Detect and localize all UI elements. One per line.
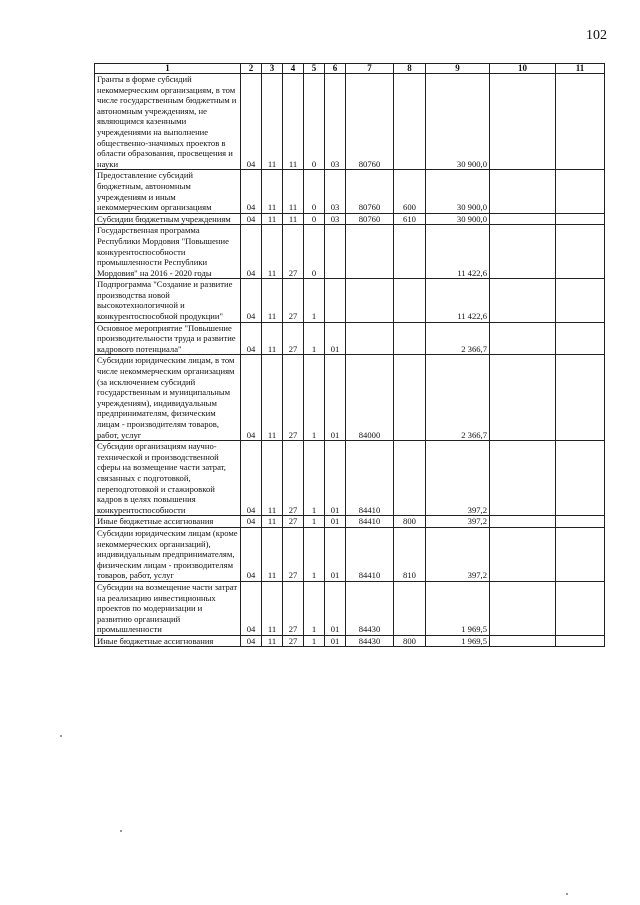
cell-event xyxy=(325,279,346,322)
cell-col10 xyxy=(490,322,556,355)
cell-program: 0 xyxy=(304,213,325,225)
cell-col10 xyxy=(490,279,556,322)
cell-program: 1 xyxy=(304,322,325,355)
table-row xyxy=(95,635,605,647)
cell-direction: 84000 xyxy=(346,355,394,441)
row-name: Гранты в форме субсидий некоммерческим организациям, в том числе государственным бюджетным и автономным учреждениям, не являющимся казенными учреждениями на выполнение общественно-значимых проектов в области образования, просвещения и науки xyxy=(95,74,241,170)
cell-col11 xyxy=(556,322,605,355)
cell-expense-type: 800 xyxy=(394,516,426,528)
cell-section: 11 xyxy=(262,441,283,516)
row-name: Иные бюджетные ассигнования xyxy=(95,516,241,528)
cell-expense-type xyxy=(394,322,426,355)
cell-amount: 397,2 xyxy=(426,516,490,528)
cell-col11 xyxy=(556,527,605,581)
cell-program: 1 xyxy=(304,355,325,441)
column-header: 1 xyxy=(95,64,241,74)
cell-subsection: 27 xyxy=(283,527,304,581)
row-name: Субсидии юридическим лицам, в том числе некоммерческим организациям (за исключением субсидий государственным и муниципальным учреждениям), индивидуальным предпринимателям, физическим лицам - производителям товаров, работ, услуг xyxy=(95,355,241,441)
scan-speck xyxy=(566,893,568,895)
cell-expense-type xyxy=(394,225,426,279)
cell-col11 xyxy=(556,581,605,635)
table-row xyxy=(95,279,605,322)
cell-direction: 84410 xyxy=(346,516,394,528)
cell-amount: 30 900,0 xyxy=(426,170,490,213)
cell-col10 xyxy=(490,170,556,213)
cell-col11 xyxy=(556,170,605,213)
cell-ministry: 04 xyxy=(241,170,262,213)
cell-direction: 84410 xyxy=(346,527,394,581)
cell-ministry: 04 xyxy=(241,279,262,322)
column-header: 8 xyxy=(394,64,426,74)
cell-subsection: 11 xyxy=(283,74,304,170)
cell-amount: 1 969,5 xyxy=(426,581,490,635)
row-name: Основное мероприятие "Повышение производительности труда и развитие кадрового потенциала" xyxy=(95,322,241,355)
cell-section: 11 xyxy=(262,74,283,170)
cell-section: 11 xyxy=(262,581,283,635)
cell-event: 03 xyxy=(325,74,346,170)
cell-expense-type xyxy=(394,441,426,516)
cell-event: 03 xyxy=(325,170,346,213)
cell-expense-type xyxy=(394,355,426,441)
cell-program: 1 xyxy=(304,441,325,516)
cell-direction: 80760 xyxy=(346,74,394,170)
cell-section: 11 xyxy=(262,213,283,225)
cell-section: 11 xyxy=(262,322,283,355)
row-name: Предоставление субсидий бюджетным, автономным учреждениям и иным некоммерческим организациям xyxy=(95,170,241,213)
cell-ministry: 04 xyxy=(241,516,262,528)
cell-col10 xyxy=(490,213,556,225)
cell-amount: 397,2 xyxy=(426,527,490,581)
cell-amount: 30 900,0 xyxy=(426,74,490,170)
cell-col10 xyxy=(490,74,556,170)
table-row xyxy=(95,581,605,635)
table-row xyxy=(95,225,605,279)
cell-event: 01 xyxy=(325,322,346,355)
cell-program: 1 xyxy=(304,279,325,322)
cell-subsection: 27 xyxy=(283,516,304,528)
page-number: 102 xyxy=(586,28,607,43)
cell-subsection: 27 xyxy=(283,322,304,355)
cell-program: 1 xyxy=(304,527,325,581)
row-name: Субсидии бюджетным учреждениям xyxy=(95,213,241,225)
cell-ministry: 04 xyxy=(241,355,262,441)
cell-amount: 2 366,7 xyxy=(426,322,490,355)
cell-expense-type xyxy=(394,581,426,635)
cell-subsection: 27 xyxy=(283,225,304,279)
column-header: 7 xyxy=(346,64,394,74)
row-name: Субсидии на возмещение части затрат на реализацию инвестиционных проектов по модернизации и развитию организаций промышленности xyxy=(95,581,241,635)
cell-ministry: 04 xyxy=(241,225,262,279)
cell-event: 01 xyxy=(325,516,346,528)
cell-ministry: 04 xyxy=(241,635,262,647)
cell-ministry: 04 xyxy=(241,213,262,225)
column-header: 5 xyxy=(304,64,325,74)
cell-subsection: 11 xyxy=(283,213,304,225)
cell-amount: 2 366,7 xyxy=(426,355,490,441)
cell-amount: 30 900,0 xyxy=(426,213,490,225)
column-header: 3 xyxy=(262,64,283,74)
table-row xyxy=(95,170,605,213)
column-header: 11 xyxy=(556,64,605,74)
cell-event xyxy=(325,225,346,279)
cell-direction: 80760 xyxy=(346,170,394,213)
cell-col10 xyxy=(490,355,556,441)
cell-col11 xyxy=(556,74,605,170)
cell-direction xyxy=(346,322,394,355)
table-row xyxy=(95,213,605,225)
cell-expense-type: 600 xyxy=(394,170,426,213)
cell-amount: 397,2 xyxy=(426,441,490,516)
cell-subsection: 27 xyxy=(283,279,304,322)
cell-col10 xyxy=(490,527,556,581)
cell-ministry: 04 xyxy=(241,527,262,581)
cell-expense-type: 610 xyxy=(394,213,426,225)
header-row xyxy=(95,64,605,74)
row-name: Государственная программа Республики Мордовия "Повышение конкурентоспособности промышленности Республики Мордовия" на 2016 - 2020 годы xyxy=(95,225,241,279)
cell-col11 xyxy=(556,213,605,225)
column-header: 4 xyxy=(283,64,304,74)
cell-expense-type: 800 xyxy=(394,635,426,647)
cell-section: 11 xyxy=(262,279,283,322)
cell-subsection: 27 xyxy=(283,581,304,635)
cell-col10 xyxy=(490,581,556,635)
cell-col11 xyxy=(556,279,605,322)
cell-event: 03 xyxy=(325,213,346,225)
cell-direction: 84410 xyxy=(346,441,394,516)
row-name: Субсидии юридическим лицам (кроме некоммерческих организаций), индивидуальным предпринимателям, физическим лицам - производителям товаров, работ, услуг xyxy=(95,527,241,581)
cell-section: 11 xyxy=(262,355,283,441)
cell-col10 xyxy=(490,635,556,647)
cell-col11 xyxy=(556,225,605,279)
cell-col11 xyxy=(556,441,605,516)
cell-section: 11 xyxy=(262,225,283,279)
cell-subsection: 11 xyxy=(283,170,304,213)
cell-event: 01 xyxy=(325,581,346,635)
cell-section: 11 xyxy=(262,527,283,581)
row-name: Иные бюджетные ассигнования xyxy=(95,635,241,647)
cell-section: 11 xyxy=(262,170,283,213)
cell-program: 1 xyxy=(304,635,325,647)
table-row xyxy=(95,322,605,355)
cell-direction: 80760 xyxy=(346,213,394,225)
column-header: 10 xyxy=(490,64,556,74)
cell-program: 1 xyxy=(304,516,325,528)
cell-expense-type xyxy=(394,279,426,322)
row-name: Подпрограмма "Создание и развитие производства новой высокотехнологичной и конкурентоспособной продукции" xyxy=(95,279,241,322)
row-name: Субсидии организациям научно-технической и производственной сферы на возмещение части затрат, связанных с подготовкой, переподготовкой и стажировкой кадров в целях повышения конкурентоспособности xyxy=(95,441,241,516)
cell-subsection: 27 xyxy=(283,635,304,647)
cell-col10 xyxy=(490,516,556,528)
scan-speck xyxy=(120,830,122,832)
cell-ministry: 04 xyxy=(241,581,262,635)
cell-amount: 11 422,6 xyxy=(426,279,490,322)
column-header: 2 xyxy=(241,64,262,74)
table-row xyxy=(95,441,605,516)
cell-direction: 84430 xyxy=(346,581,394,635)
column-header: 6 xyxy=(325,64,346,74)
cell-amount: 1 969,5 xyxy=(426,635,490,647)
table-row xyxy=(95,527,605,581)
cell-direction xyxy=(346,225,394,279)
cell-col10 xyxy=(490,441,556,516)
cell-section: 11 xyxy=(262,516,283,528)
cell-program: 0 xyxy=(304,74,325,170)
cell-col11 xyxy=(556,635,605,647)
table-row xyxy=(95,74,605,170)
cell-direction: 84430 xyxy=(346,635,394,647)
cell-event: 01 xyxy=(325,527,346,581)
cell-expense-type: 810 xyxy=(394,527,426,581)
cell-event: 01 xyxy=(325,635,346,647)
cell-col11 xyxy=(556,516,605,528)
column-header: 9 xyxy=(426,64,490,74)
cell-section: 11 xyxy=(262,635,283,647)
cell-ministry: 04 xyxy=(241,74,262,170)
cell-program: 0 xyxy=(304,225,325,279)
cell-col10 xyxy=(490,225,556,279)
table-row xyxy=(95,355,605,441)
cell-subsection: 27 xyxy=(283,441,304,516)
scan-speck xyxy=(60,735,62,737)
budget-table xyxy=(94,63,605,647)
cell-amount: 11 422,6 xyxy=(426,225,490,279)
cell-event: 01 xyxy=(325,355,346,441)
cell-ministry: 04 xyxy=(241,441,262,516)
cell-col11 xyxy=(556,355,605,441)
cell-direction xyxy=(346,279,394,322)
cell-program: 1 xyxy=(304,581,325,635)
cell-event: 01 xyxy=(325,441,346,516)
table-row xyxy=(95,516,605,528)
cell-ministry: 04 xyxy=(241,322,262,355)
cell-expense-type xyxy=(394,74,426,170)
cell-subsection: 27 xyxy=(283,355,304,441)
cell-program: 0 xyxy=(304,170,325,213)
